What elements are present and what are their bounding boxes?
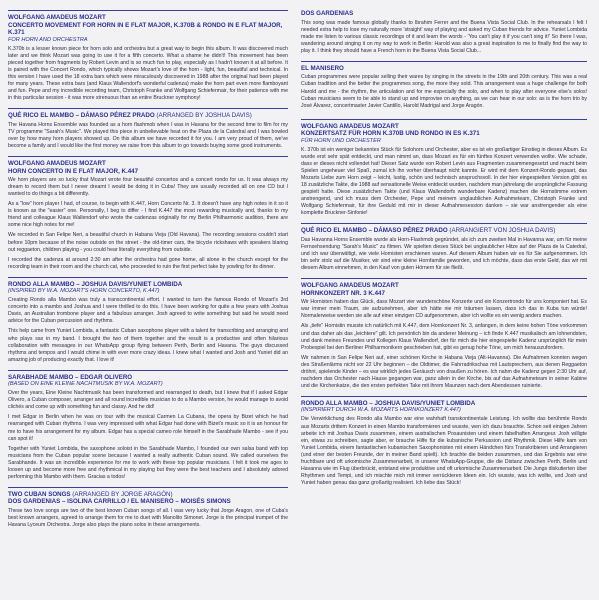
section-divider: [301, 223, 587, 224]
section-title-text: TWO CUBAN SONGS: [8, 490, 71, 498]
section-konzertsatz-k370b: [301, 119, 587, 218]
section-composer: WOLFGANG AMADEUS MOZART: [301, 282, 399, 290]
section-divider: [301, 119, 587, 120]
section-divider: [301, 278, 587, 279]
section-composer: WOLFGANG AMADEUS MOZART: [8, 159, 106, 167]
paragraph: Over the years, Eine Kleine Nachtmusik has been transformed and rearranged to death, but I knew that if I asked Edgar Olivero, a Cuban composer, arranger and all round incredible musician to do a Mambo version, he would manage to avoid clichés and come up with something fun and classy. And he did!: [8, 390, 288, 411]
section-title: DOS GARDENIAS: [301, 10, 354, 17]
paragraph: K. 370b ist ein weniger bekanntes Stück für Solohorn und Orchester, aber es ist ein großartiger Einstieg in dieses Album. Es wurde erst sehr spät entdeckt, und man nimmt an, dass Mozart es für ein fünftes Konzert verwenden wollte. Wie schade, dass er dieses nicht vollendet hat! Dieser Satz wurde von Robert Levin aus Fragmenten zusammengesetzt und macht beim Spielen ungeheuer viel Spaß, zumal ich ihn vorher überhaupt nicht kannte. Er wird mit dem Konzert-Rondo gepaart, das Mozarts Liebe zum Horn zeigt – leicht, lustig, schön und technisch anspruchsvoll. In der hier eingespielten Version gibt es 18 zusätzliche Takte, die 1988 auf sensationelle Weise entdeckt wurden, nachdem man jahrelang die ursprüngliche Fassung gespielt hatte. Diese zusätzlichen Takte (und Klaus Wallendorfs wunderbare Kadenz) machen die Hornstimme extrem anstrengend, und ich muss dem Orchester, Pepe und meinem unglaublichen Aufnahmeteam, Christoph Franke und Wolfgang Schiefermair, für ihre Geduld mit mir in dieser Aufnahmesession danken – sie war anstrengender als eine komplette Bruckner-Sinfonie!: [301, 146, 587, 217]
section-divider: [8, 277, 288, 278]
section-body: [8, 297, 288, 363]
section-sarabhade-mambo: [8, 370, 288, 481]
paragraph: Wir nahmen in San Felipe Neri auf, einer schönen Kirche in Habana Vieja (Alt-Havanna). Die Aufnahmen konnten wegen des Straßenlärms nicht vor 22 Uhr beginnen – die Oldtimer, die Fahrradrikschas mit Lautsprechern, aus denen Reggaeton dröhnt, spielende Kinder – es war wirklich jedes Geräusch von draußen zu hören. Ich nahm die Kadenz gegen 2:30 Uhr auf, nachdem das Orchester nach Hause gegangen war, ganz allein in der Kirche, bis auf das Aufnahmeteam in seiner Kabine und die Kirchenkatze, die den ersten perfekten Take mit ihrem Maunzen nach dem Abendessen ruinierte.: [301, 354, 587, 389]
section-divider: [8, 108, 288, 109]
section-divider: [8, 10, 288, 11]
section-title: RONDO ALLA MAMBO – JOSHUA DAVIS/YUNIET LOMBIDA: [8, 280, 183, 288]
section-body: [301, 20, 587, 55]
section-arranger-note: (ARRANGIERT VON JOSHUA DAVIS): [449, 227, 556, 235]
paragraph: As a "low" horn player I had, of course, to begin with K.447, Horn Concerto Nr. 3. It doesn't have any high notes in it so it is known as the "easier" one. Personally, I beg to differ - I find K.447 the most rewarding musically and, thanks to my friend and colleague Klaus Wallendorf who wrote the cadenzas originally for my Berlin Philharmonic audition, there are some nice high notes for me!: [8, 201, 288, 229]
english-column: [8, 10, 288, 600]
section-composer: WOLFGANG AMADEUS MOZART: [8, 14, 106, 21]
section-title-text: QUÉ RICO EL MAMBO – DÁMASO PÉREZ PRADO: [301, 227, 448, 235]
paragraph: The Havana Horns Ensemble was founded as a horn flashmob when I was in Havana for the second time to film for my TV programme "Sarah's Music". We played this piece in unbelievable heat on the Plaza de la Catedral and I was bowled over by how many horn players showed up. On this album we have recorded it for you. I am very proud of them, we've become a family and I would like the first money we raise from this album to go towards buying some good instruments.: [8, 121, 288, 149]
paragraph: I recorded the cadenza at around 2:30 am after the orchestra had gone home, all alone in the church except for the recording team in their room and the church cat, who proceeded to ruin the first perfect take by yowling for its dinner.: [8, 256, 288, 270]
section-dos-gardenias: [301, 10, 587, 55]
paragraph: Wir Hornisten haben das Glück, dass Mozart vier wunderschöne Konzerte und ein Konzertrondo für uns komponiert hat. Es war immer mein Traum, sie aufzunehmen, aber ich hätte nie mir träumen lassen, dass ich das in Kuba tun würde! Normalerweise werden sie alle auf einer einzigen CD aufgenommen, aber ich wollte es ein wenig anders machen.: [301, 299, 587, 320]
section-work-title: DOS GARDENIAS – ISOLINA CARRILLO / EL MANISERO – MOISÉS SIMONS: [8, 498, 231, 506]
section-body: [8, 46, 288, 102]
section-title: RONDO ALLA MAMBO – JOSHUA DAVIS/YUNIET LOMBIDA: [301, 399, 476, 407]
section-body: [8, 508, 288, 529]
section-subtitle: FOR HORN AND ORCHESTRA: [8, 36, 88, 43]
paragraph: Creating Rondo alla Mambo was truly a transcontinental effort. I wanted to turn the famous Rondo of Mozart's 3rd concerto into a mambo and Joshua and I were thrilled to do this. I have been working for quite a few years with Joshua Davis, an Australian trombone player and a fabulous arranger. Josh agreed to write something but said he would need advice for the Cuban percussion and rhythms.: [8, 297, 288, 325]
section-work-title: HORN CONCERTO IN E FLAT MAJOR, K.447: [8, 167, 139, 175]
paragraph: We recorded in San Felipe Neri, a beautiful church in Habana Vieja (Old Havana). The recording sessions couldn't start before 10pm because of the noise outside on the street - the old-timer cars, the bicycle rickshaws with speakers blaring out reggaeton, children playing - you could hear literally everything from outside.: [8, 232, 288, 253]
paragraph: Das Havanna Horns Ensemble wurde als Horn-Flashmob gegründet, als ich zum zweiten Mal in Havanna war, um für meine Fernsehsendung "Sarah's Music" zu filmen. Wir spielten dieses Stück bei unglaublicher Hitze auf der Plaza de la Catedral, und ich war überwältigt, wie viele Hornisten erschienen waren. Auf diesem Album haben wir es für Sie aufgenommen. Ich bin sehr stolz auf die Musiker, wir sind eine kleine Hornfamilie geworden, und ich möchte, dass das erste Geld, das wir mit diesem Album einnehmen, in den Kauf von guten Hörnern für sie fließt.: [301, 236, 587, 272]
paragraph: K.370b is a lesser known piece for horn solo and orchestra but a great way to begin this album. It was discovered much later and we think Mozart was going to use it for a fifth concerto. What a shame he didn't! This movement has been pieced together from fragments by Robert Levin and is so much fun to play, especially as I hadn't known it at all before. It is paired with the Concert Rondo, which typically shows Mozart's love of the horn - light, fun, beautiful and technical. In this version I have used the 18 extra bars which were miraculously discovered in 1988 after the original had been played for many years. These extra bars (and Klaus Wallendorf's wonderful cadenza) make the horn part even more flamboyant and fun. Pepe and my incredible recording team, Christoph Franke and Wolfgang Schiefermair, for their patience with me in this particular session - it was more strenuous than an entire Bruckner symphony!: [8, 45, 288, 102]
paragraph: This song was made famous globally thanks to Ibrahim Ferrer and the Buena Vista Social Club. In the rehearsals I felt I needed extra help to lose my naturally more 'straight' way of playing and asked my Cuban friends for advice. Yuniet Lombida made me listen to various classic recordings of it and learn the words - 'You can't play it if you can't sing it!' So there I was, wandering around singing it on my way to work in Berlin: Harold was also a great inspiration to me to finally find the way to play it. I think they should have a French horn in the Buena Vista Social Club...: [301, 19, 587, 54]
section-title: [301, 227, 587, 235]
section-body: [301, 416, 587, 486]
section-work-title: CONCERTO MOVEMENT FOR HORN IN E FLAT MAJOR, K.370B & RONDO IN E FLAT MAJOR, K.371: [8, 21, 283, 37]
section-subtitle: (INSPIRED BY W.A. MOZART'S HORN CONCERTO, K.447): [8, 288, 160, 295]
section-body: [8, 390, 288, 481]
section-subtitle: FÜR HORN UND ORCHESTER: [301, 137, 381, 144]
section-composer: WOLFGANG AMADEUS MOZART: [301, 122, 399, 130]
section-subtitle: (BASED ON EINE KLEINE NACHTMUSIK BY W.A. MOZART): [8, 381, 163, 388]
section-mozart-k370b: [8, 10, 288, 102]
section-body: [8, 177, 288, 271]
section-body: [301, 147, 587, 217]
section-work-title: HORNKONZERT NR. 3 K.447: [301, 289, 385, 297]
section-divider: [8, 370, 288, 371]
paragraph: We horn players are so lucky that Mozart wrote four beautiful concertos and a concert rondo for us. It was always my dream to record them but I never dreamt I would be doing it in Cuba! They are usually recorded all on one CD but I wanted to do things a bit differently.: [8, 177, 288, 198]
paragraph: Cuban programmes were popular selling their wares by singing in the streets in the 19th and 20th century. This was a real Cuban tradition and the better the programmes song, the more they sold. This arrangement was a huge challenge for both Harold and me - the rhythm, the articulation and for me especially the solo, and when to play after everyone else's solos! Cuban musicians seem to be able to stand up and improvise on anything, as we can hear in our solo: as is the horn trio by José Álvarez, concertmaster Javier Cantillo, Harold Madrigal and Jorge Aragón.: [301, 74, 587, 109]
section-work-title: KONZERTSATZ FÜR HORN K.370B UND RONDO IN ES K.371: [301, 130, 480, 138]
paragraph: This help came from Yuniet Lombida, a fantastic Cuban saxophone player with a talent for transcribing and arranging and who plays sax in my band. I brought the two of them together and the result is a productive and often hilarious collaboration with messages in our WhatsApp group flying between Perth, Berlin and Havana. The guys discussed rhythms and tempos and I would chime in with ever more crazy ideas. I knew what I wanted and Josh and Yuniet did an amazing job of producing exactly that. I love it!: [8, 328, 288, 363]
section-rondo-alla-mambo-de: [301, 396, 587, 487]
section-two-cuban-songs: [8, 487, 288, 529]
section-que-rico-el-mambo-de: [301, 223, 587, 272]
section-divider: [301, 396, 587, 397]
section-el-manisero: [301, 61, 587, 110]
section-divider: [301, 61, 587, 62]
section-title-text: QUÉ RICO EL MAMBO – DÁMASO PÉREZ PRADO: [8, 112, 155, 120]
paragraph: Als „tiefe" Hornistin musste ich natürlich mit K.447, dem Hornkonzert Nr. 3, anfangen, in dem keine hohen Töne vorkommen und das daher als das „leichtere" gilt. Ich persönlich bin da anderer Meinung – ich finde K.447 musikalisch am lohnendsten, und dank meines Freundes und Kollegen Klaus Wallendorf, der für mich die hier eingespielte Kadenz ursprünglich für mein Probespiel bei den Berliner Philharmonikern geschrieben hat, gibt es genug hohe Töne, um mich herauszufordern.: [301, 323, 587, 351]
section-arranger-note: (ARRANGED BY JOSHUA DAVIS): [156, 112, 252, 120]
section-arranger-note: (ARRANGED BY JORGE ARAGÓN): [72, 490, 173, 498]
paragraph: These two love songs are two of the best known Cuban songs of all. I was very lucky that Jorge Aragon, one of Cuba's best known arrangers, agreed to arrange them for me to duet with Manolito Simonet. Jorge is the principal trumpet of the Havana Lyceum Orchestra. Jorge also plays the piano solos in these arrangements.: [8, 508, 288, 529]
section-rondo-alla-mambo: [8, 277, 288, 364]
section-body: [301, 74, 587, 109]
section-title: [8, 112, 288, 120]
section-title: SARABHADE MAMBO – EDGAR OLIVERO: [8, 373, 133, 381]
section-body: [8, 122, 288, 150]
section-hornkonzert-k447: [301, 278, 587, 390]
paragraph: I met Edgar in Berlin when he was on tour with the musical Carmen La Cubana, the opera by Bizet which he had rearranged with Cuban rhythms. I was very impressed with what Edgar had done with Bizet's music so it is an honour for me to have his arrangement for my album. Edgar has a special cameo role himself in the Sarabhade Mambo - see if you can spot it!: [8, 414, 288, 442]
section-body: [301, 299, 587, 390]
section-body: [301, 237, 587, 272]
section-title: EL MANISERO: [301, 64, 344, 72]
section-divider: [8, 156, 288, 157]
section-mozart-k447: [8, 156, 288, 271]
section-que-rico-el-mambo: [8, 108, 288, 150]
german-column: [301, 10, 587, 600]
section-divider: [8, 487, 288, 488]
paragraph: Die Verwirklichung des Rondo alla Mambo war eine wahrhaft transkontinentale Leistung. Ich wollte das berühmte Rondo aus Mozarts drittem Konzert in einen Mambo transformieren und wusste, wen ich dazu brauchte. Schon seit einigen Jahren arbeite ich mit Joshua Davis zusammen, einem australischen Posaunisten und einem fabelhaften Arrangeur. Josh willigte ein, etwas zu schreiben, sagte aber, er brauche Hilfe für die kubanische Perkussion und Rhythmik. Diese Hilfe kam von Yuniet Lombida, einem fantastischen kubanischen Saxophonisten mit einem Händchen fürs Transkribieren und Arrangieren (und einer der besten Freunde, der in meiner Band spielt). Ich brachte die beiden zusammen, und das Ergebnis war eine fruchtbare und oft urkomische Zusammenarbeit, in unserer WhatsApp-Gruppe, die die Distanz zwischen Perth, Berlin und Havanna wie im Flug überbrückt, entstand eine produktive und oft urkomische Zusammenarbeit. Die Jungs diskutierten über Rhythmen und Tempi, und ich mischte mich mit immer verrückteren Ideen ein. Ich wusste, was ich wollte, und Josh und Yuniet haben genau das ganz großartig realisiert. Ich liebe das Stück!: [301, 416, 587, 486]
paragraph: Together with Yuniet Lombida, the saxophone soloist in the Sarabhade Mambo, I founded our own salsa band with top musicians from the Cuban popular scene because I wanted a really authentic Cuban sound. We called ourselves the Sarabhande. It was an incredible experience for me to work with these top popular musicians. I felt it took me ages to loosen up and become more free and rhythmical in my playing but they were the best teachers and I absolutely adored performing this Mambo with them. Gracias a todos!: [8, 445, 288, 480]
section-subtitle: (INSPIRIERT DURCH W.A. MOZARTS HORNKONZERT K.447): [301, 407, 461, 414]
